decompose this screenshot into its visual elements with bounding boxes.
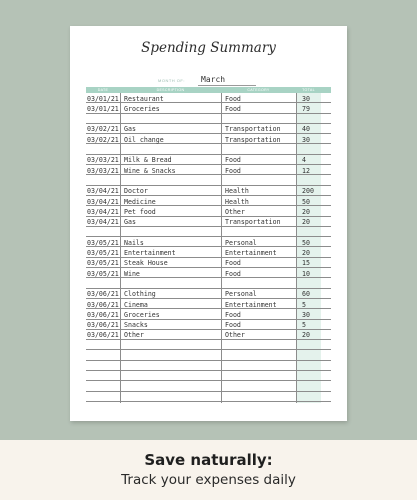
table-row	[86, 351, 331, 361]
cell-category: Food	[225, 310, 241, 319]
banner-headline: Save naturally:	[144, 451, 273, 469]
cell-category: Entertainment	[225, 249, 277, 257]
table-row	[86, 258, 331, 268]
table-row	[86, 155, 331, 165]
cell-total: 200	[302, 187, 314, 196]
table-body	[86, 93, 331, 403]
cell-description: Entertainment	[124, 249, 176, 257]
cell-description: Clothing	[124, 290, 156, 299]
cell-description: Restaurant	[124, 94, 164, 103]
cell-category: Transportation	[225, 125, 281, 134]
cell-description: Wine	[124, 269, 140, 278]
cell-category: Personal	[225, 290, 257, 299]
cell-total: 20	[302, 249, 310, 257]
cell-category: Entertainment	[225, 300, 277, 309]
table-row	[86, 165, 331, 175]
cell-date: 03/04/21	[87, 218, 119, 227]
cell-date: 03/06/21	[87, 331, 119, 340]
table-row	[86, 248, 331, 258]
cell-description: Oil change	[124, 135, 164, 144]
cell-description: Steak House	[124, 259, 168, 268]
cell-category: Other	[225, 331, 245, 340]
cell-date: 03/05/21	[87, 238, 119, 247]
table-row	[86, 206, 331, 216]
table-row	[86, 196, 331, 206]
table-row	[86, 237, 331, 247]
cell-description: Wine & Snacks	[124, 166, 176, 175]
cell-category: Food	[225, 156, 241, 165]
cell-description: Doctor	[124, 187, 148, 196]
cell-date: 03/04/21	[87, 187, 119, 196]
cell-category: Other	[225, 207, 245, 216]
spending-summary-sheet	[70, 26, 347, 421]
table-row	[86, 145, 331, 155]
expense-table	[86, 87, 331, 403]
cell-category: Food	[225, 321, 241, 330]
cell-total: 30	[302, 135, 310, 144]
cell-total: 5	[302, 300, 306, 309]
cell-total: 15	[302, 259, 310, 268]
table-row	[86, 320, 331, 330]
cell-date: 03/05/21	[87, 259, 119, 268]
column-header-total: TOTAL	[302, 88, 315, 92]
cell-total: 20	[302, 218, 310, 227]
banner-subline: Track your expenses daily	[121, 472, 296, 488]
cell-category: Personal	[225, 238, 257, 247]
sheet-title: Spending Summary	[141, 40, 276, 56]
table-row	[86, 371, 331, 381]
table-row	[86, 93, 331, 103]
month-underline	[198, 85, 256, 86]
cell-category: Food	[225, 269, 241, 278]
cell-date: 03/06/21	[87, 300, 119, 309]
cell-date: 03/06/21	[87, 310, 119, 319]
table-row	[86, 278, 331, 288]
table-row	[86, 299, 331, 309]
cell-date: 03/03/21	[87, 166, 119, 175]
cell-category: Transportation	[225, 135, 281, 144]
cell-description: Gas	[124, 125, 136, 134]
cell-category: Food	[225, 94, 241, 103]
cell-category: Food	[225, 104, 241, 113]
table-row	[86, 103, 331, 113]
cell-date: 03/06/21	[87, 321, 119, 330]
cell-description: Groceries	[124, 310, 160, 319]
table-row	[86, 227, 331, 237]
cell-total: 4	[302, 156, 306, 165]
cell-total: 12	[302, 166, 310, 175]
table-row	[86, 330, 331, 340]
cell-description: Gas	[124, 218, 136, 227]
cell-category: Food	[225, 166, 241, 175]
cell-description: Snacks	[124, 321, 148, 330]
cell-category: Food	[225, 259, 241, 268]
cell-date: 03/02/21	[87, 135, 119, 144]
cell-total: 50	[302, 238, 310, 247]
cell-date: 03/05/21	[87, 249, 119, 257]
cell-total: 60	[302, 290, 310, 299]
table-row	[86, 361, 331, 371]
table-row	[86, 114, 331, 124]
cell-total: 30	[302, 310, 310, 319]
cell-total: 40	[302, 125, 310, 134]
table-row	[86, 381, 331, 391]
cell-total: 79	[302, 104, 310, 113]
table-row	[86, 268, 331, 278]
cell-description: Milk & Bread	[124, 156, 172, 165]
cell-total: 20	[302, 207, 310, 216]
cell-date: 03/01/21	[87, 94, 119, 103]
table-row	[86, 124, 331, 134]
cell-category: Health	[225, 187, 249, 196]
cell-category: Transportation	[225, 218, 281, 227]
cell-date: 03/06/21	[87, 290, 119, 299]
table-row	[86, 309, 331, 319]
cell-description: Pet food	[124, 207, 156, 216]
cell-total: 30	[302, 94, 310, 103]
cell-description: Medicine	[124, 197, 156, 206]
column-header-description: DESCRIPTION	[156, 88, 185, 92]
cell-description: Groceries	[124, 104, 160, 113]
cell-date: 03/04/21	[87, 197, 119, 206]
cell-total: 10	[302, 269, 310, 278]
promo-banner	[0, 440, 417, 500]
column-header-category: CATEGORY	[247, 88, 270, 92]
cell-total: 20	[302, 331, 310, 340]
column-header-date: DATE	[97, 88, 109, 92]
month-label: MONTH OF:	[158, 78, 185, 83]
cell-description: Cinema	[124, 300, 148, 309]
cell-total: 50	[302, 197, 310, 206]
cell-date: 03/03/21	[87, 156, 119, 165]
cell-date: 03/02/21	[87, 125, 119, 134]
cell-date: 03/01/21	[87, 104, 119, 113]
table-row	[86, 186, 331, 196]
month-value: March	[201, 75, 226, 84]
month-field	[158, 75, 258, 87]
cell-description: Nails	[124, 238, 144, 247]
cell-date: 03/04/21	[87, 207, 119, 216]
cell-description: Other	[124, 331, 144, 340]
table-row	[86, 217, 331, 227]
cell-total: 5	[302, 321, 306, 330]
table-row	[86, 134, 331, 144]
table-row	[86, 289, 331, 299]
table-row	[86, 392, 331, 402]
cell-category: Health	[225, 197, 249, 206]
cell-date: 03/05/21	[87, 269, 119, 278]
table-row	[86, 175, 331, 185]
table-row	[86, 340, 331, 350]
